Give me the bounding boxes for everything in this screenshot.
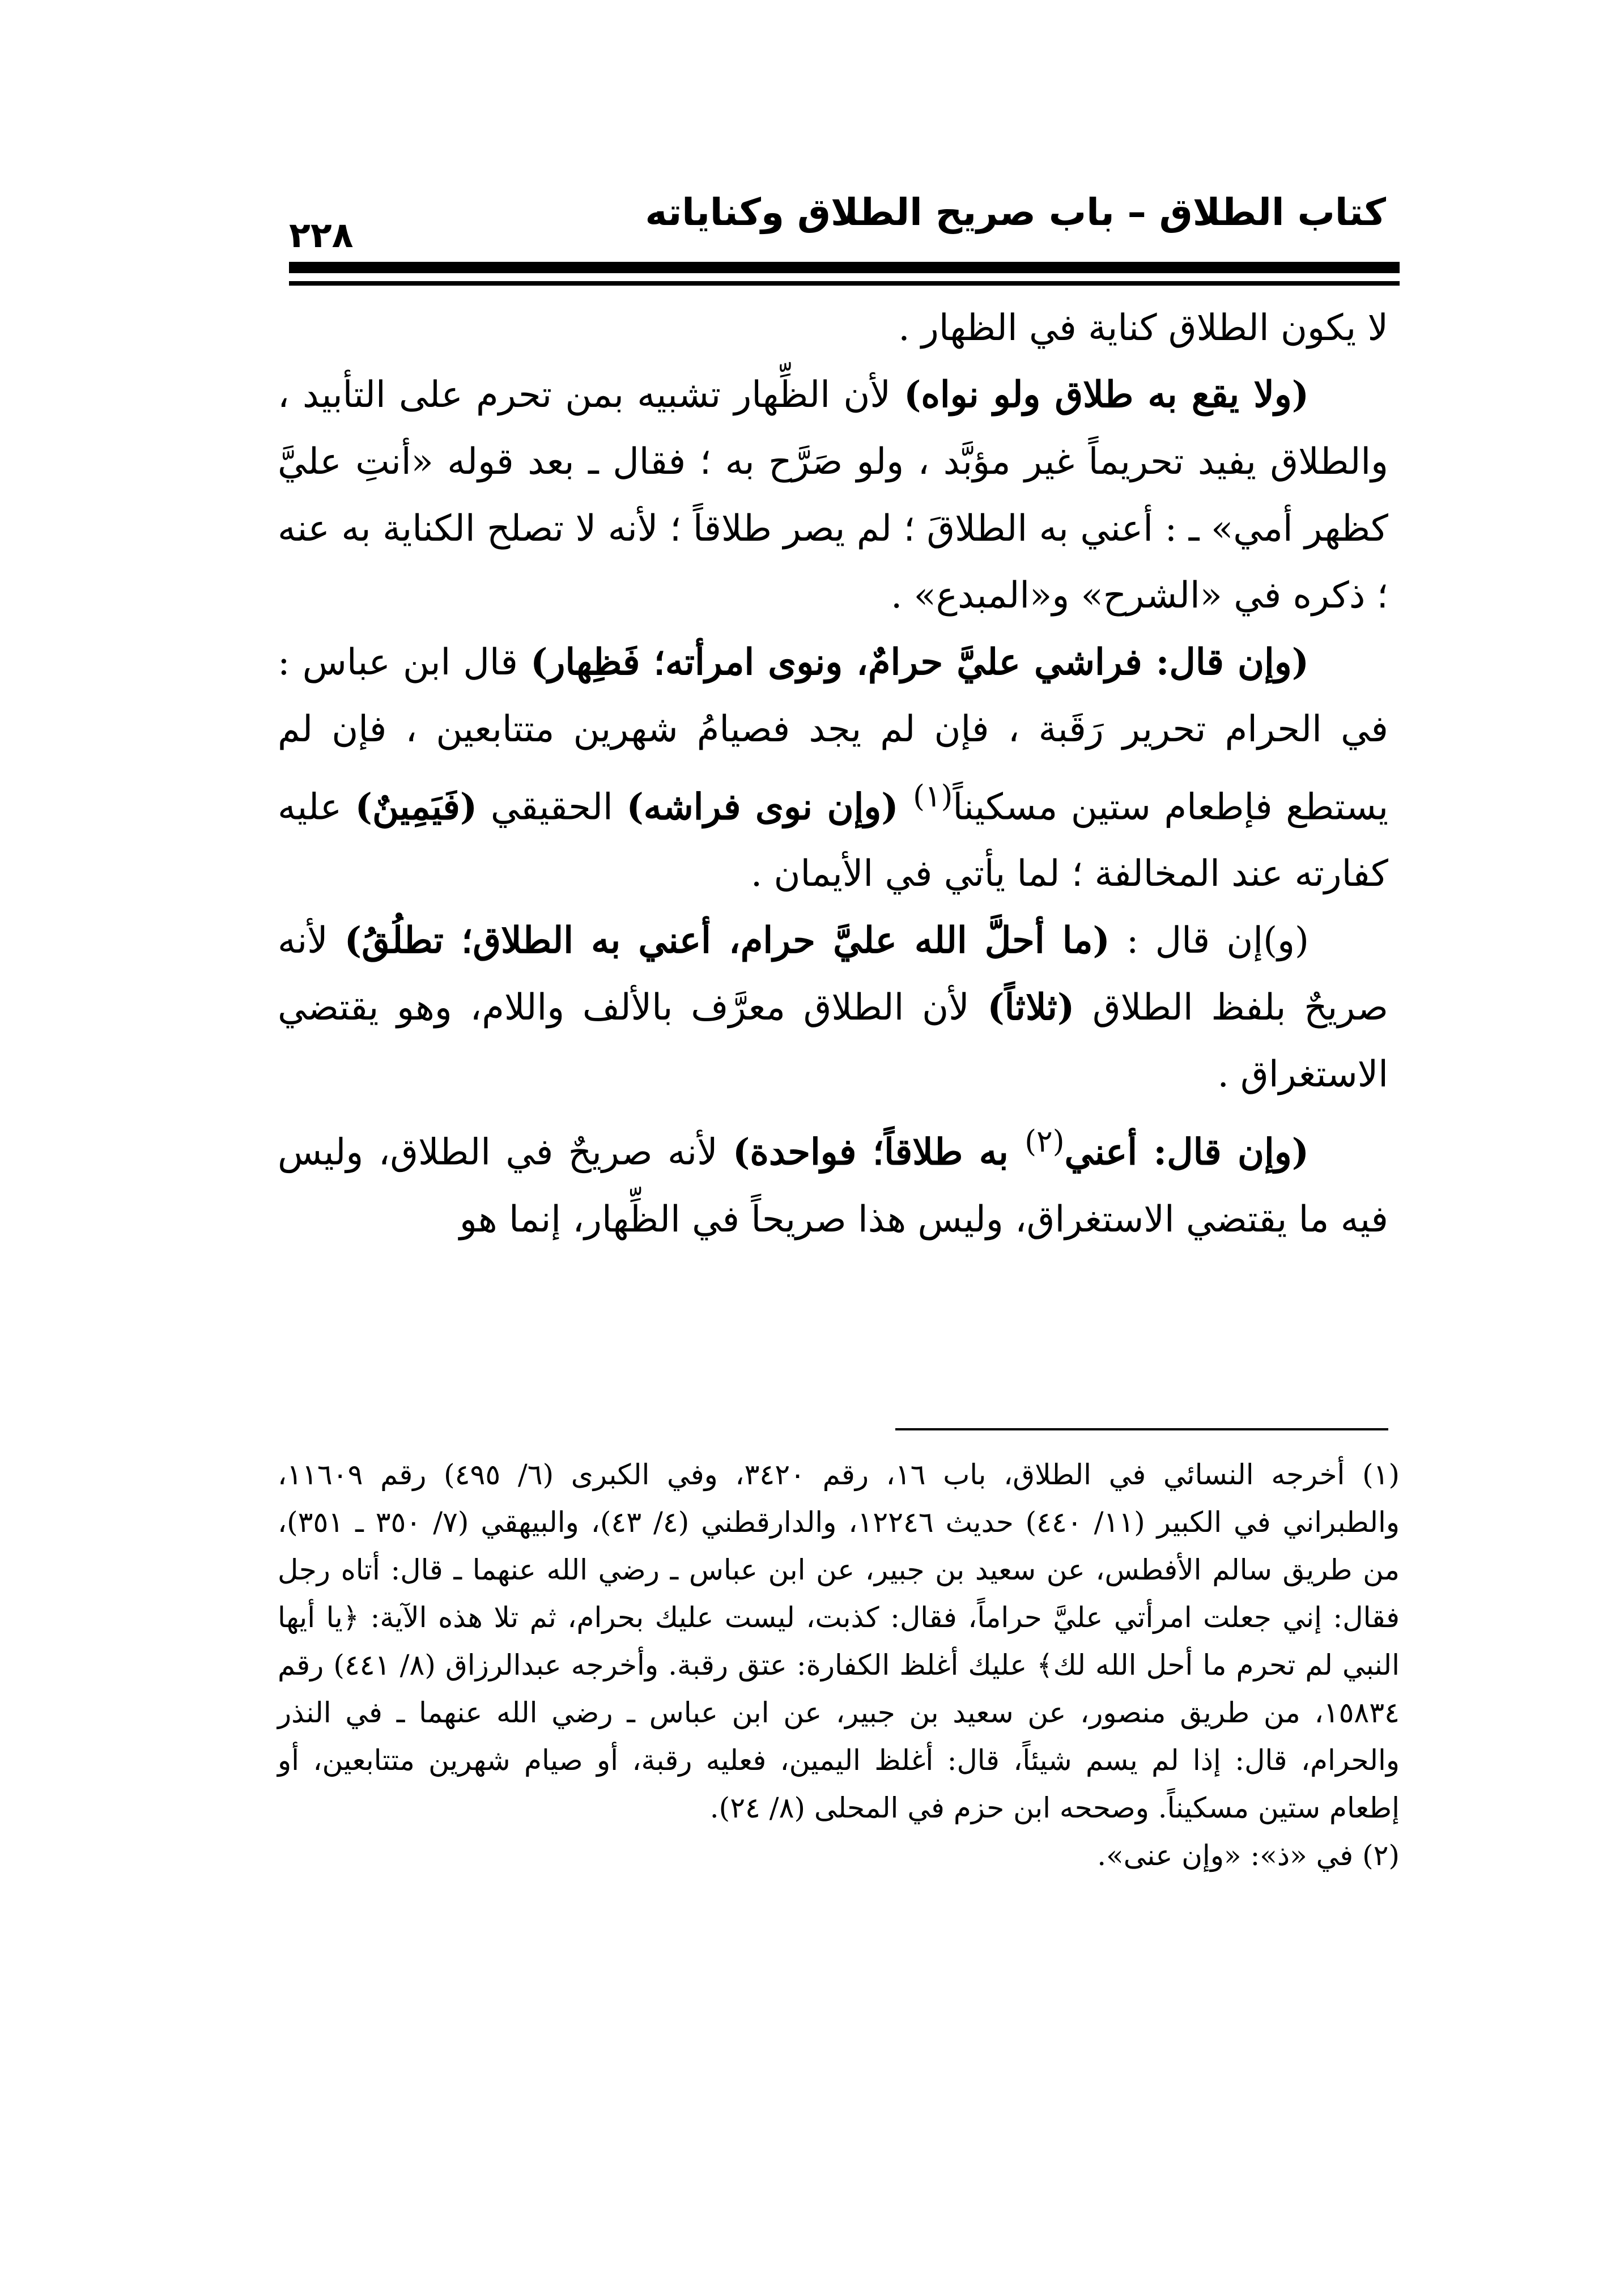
page-number: ٢٢٨ bbox=[289, 214, 354, 256]
footnote-ref-2: (٢) bbox=[1024, 1123, 1065, 1160]
p3-bold-text-3: (فَيَمِينٌ) bbox=[355, 785, 478, 829]
paragraph-1 bbox=[278, 295, 1388, 362]
p4-prefix: (و)إن قال : bbox=[1109, 920, 1310, 962]
p4-bold-text: (ما أحلَّ الله عليَّ حرام، أعني به الطلاق؛ تطلُقُ) bbox=[344, 919, 1110, 962]
p3-bold-text-2: (وإن نوى فراشه) bbox=[626, 785, 913, 829]
paragraph-3 bbox=[278, 629, 1388, 907]
header-rule-thin bbox=[289, 281, 1400, 286]
paragraph-4 bbox=[278, 907, 1388, 1108]
p4-text-1: لأنه صريحٌ بلفظ الطلاق bbox=[278, 920, 1389, 1029]
p4-text-2: لأن الطلاق معرَّف بالألف واللام، وهو يقتضي الاستغراق . bbox=[278, 987, 1388, 1096]
paragraph-2 bbox=[278, 362, 1388, 629]
p1-text: لا يكون الطلاق كناية في الظهار . bbox=[898, 307, 1388, 349]
paragraph-5 bbox=[278, 1108, 1388, 1252]
p3-bold-text-1: (وإن قال: فراشي عليَّ حرامٌ، ونوى امرأته؛ فَظِهار) bbox=[530, 641, 1310, 683]
running-title: كتاب الطلاق – باب صريح الطلاق وكناياته bbox=[645, 190, 1386, 234]
p2-bold-text: (ولا يقع به طلاق ولو نواه) bbox=[904, 373, 1310, 416]
footnote-2: (٢) في «ذ»: «وإن عنى». bbox=[1097, 1839, 1400, 1872]
footnote-ref-1: (١) bbox=[913, 778, 953, 814]
p5-bold-text-1: (وإن قال: أعني bbox=[1064, 1131, 1310, 1174]
p3-text-3: عليه كفارته عند المخالفة ؛ لما يأتي في الأيمان . bbox=[278, 786, 1388, 895]
p4-bold-text-2: (ثلاثاً) bbox=[987, 986, 1075, 1029]
p3-text-1: قال ابن عباس : في الحرام تحرير رَقَبة ، فإن لم يجد فصيامُ شهرين متتابعين ، فإن لم يستطع فإطعام ستين مسكيناً bbox=[278, 642, 1389, 829]
footnote-separator bbox=[895, 1428, 1388, 1430]
p5-text: لأنه صريحٌ في الطلاق، وليس فيه ما يقتضي الاستغراق، وليس هذا صريحاً في الظِّهار، إنما هو bbox=[278, 1131, 1388, 1241]
p3-text-2: الحقيقي bbox=[477, 786, 627, 829]
footnote-1: (١) أخرجه النسائي في الطلاق، باب ١٦، رقم ٣٤٢٠، وفي الكبرى (٦/ ٤٩٥) رقم ١١٦٠٩، والطبراني في الكبير (١١/ ٤٤٠) حديث ١٢٢٤٦، والدارقطني (٤/ ٤٣)، والبيهقي (٧/ ٣٥٠ ـ ٣٥١)، من طريق سالم الأفطس، عن سعيد بن جبير، عن ابن عباس ـ رضي الله عنهما ـ قال: أتاه رجل فقال: إني جعلت امرأتي عليَّ حراماً، فقال: كذبت، ليست عليك بحرام، ثم تلا هذه الآية: ﴿يا أيها النبي لم تحرم ما أحل الله لك﴾ عليك أغلظ الكفارة: عتق رقبة. وأخرجه عبدالرزاق (٨/ ٤٤١) رقم ١٥٨٣٤، من طريق منصور، عن سعيد بن جبير، عن ابن عباس ـ رضي الله عنهما ـ في النذر والحرام، قال: إذا لم يسم شيئاً، قال: أغلظ اليمين، فعليه رقبة، أو صيام شهرين متتابعين، أو إطعام ستين مسكيناً. وصححه ابن حزم في المحلى (٨/ ٢٤). bbox=[278, 1458, 1400, 1824]
p5-bold-text-2: به طلاقاً؛ فواحدة) bbox=[733, 1131, 1025, 1174]
main-text bbox=[278, 295, 1388, 1253]
header-rule-thick bbox=[289, 262, 1400, 273]
footnotes bbox=[278, 1451, 1400, 1879]
p2-text: لأن الظِّهار تشبيه بمن تحرم على التأبيد ، والطلاق يفيد تحريماً غير مؤبَّد ، ولو صَرَّح به ؛ فقال ـ بعد قوله «أنتِ عليَّ كظهر أمي» ـ : أعني به الطلاقَ ؛ لم يصر طلاقاً ؛ لأنه لا تصلح الكناية به عنه ؛ ذكره في «الشرح» و«المبدع» . bbox=[278, 374, 1389, 617]
